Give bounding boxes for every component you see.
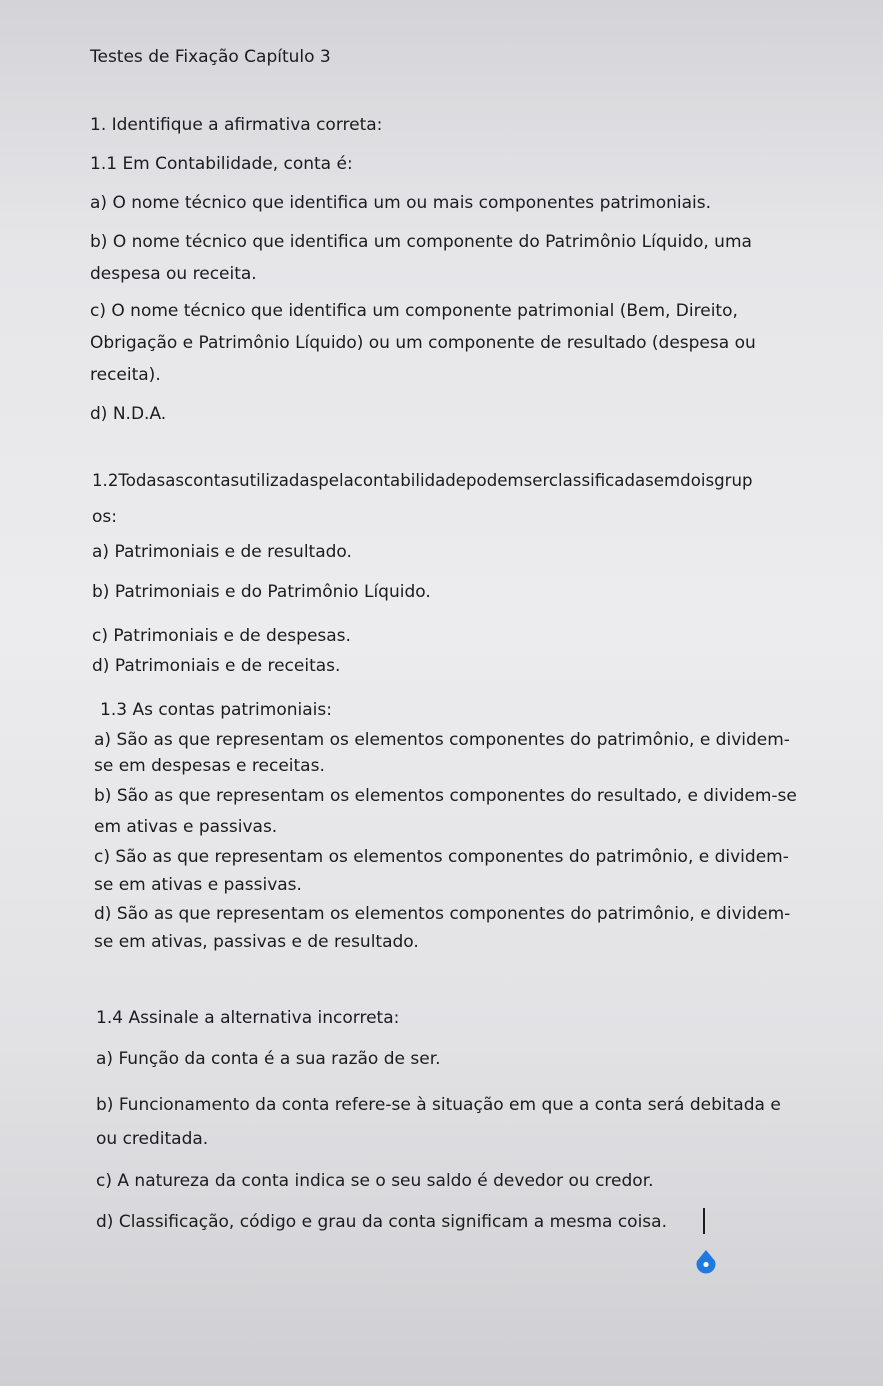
question-1-1-option-b-line2: despesa ou receita. — [90, 264, 257, 284]
question-1-1-option-d: d) N.D.A. — [90, 404, 167, 424]
question-1-4-option-a: a) Função da conta é a sua razão de ser. — [96, 1049, 441, 1069]
question-1-3-stem: 1.3 As contas patrimoniais: — [100, 700, 332, 720]
question-1-3-option-a-line2: se em despesas e receitas. — [94, 756, 325, 776]
question-1-2-option-d: d) Patrimoniais e de receitas. — [92, 656, 341, 676]
question-1-2-option-a: a) Patrimoniais e de resultado. — [92, 542, 352, 562]
question-1-4-option-c: c) A natureza da conta indica se o seu saldo é devedor ou credor. — [96, 1171, 654, 1191]
question-1-4-stem: 1.4 Assinale a alternativa incorreta: — [96, 1008, 400, 1028]
question-1-3-option-c-line1: c) São as que representam os elementos componentes do patrimônio, e dividem- — [94, 847, 789, 867]
question-1-4-option-b-line1: b) Funcionamento da conta refere-se à situação em que a conta será debitada e — [96, 1095, 781, 1115]
question-1-1-stem: 1.1 Em Contabilidade, conta é: — [90, 154, 353, 174]
question-1-1-option-b-line1: b) O nome técnico que identifica um componente do Patrimônio Líquido, uma — [90, 232, 752, 252]
question-1-2-option-c: c) Patrimoniais e de despesas. — [92, 626, 351, 646]
question-1-3-option-c-line2: se em ativas e passivas. — [94, 875, 302, 895]
question-1-1-option-c-line1: c) O nome técnico que identifica um componente patrimonial (Bem, Direito, — [90, 301, 738, 321]
question-1-1-option-a: a) O nome técnico que identifica um ou mais componentes patrimoniais. — [90, 193, 712, 213]
question-1-2-stem-line1: 1.2Todasascontasutilizadaspelacontabilidadepodemserclassificadasemdoisgrup — [92, 471, 753, 490]
question-1-4-option-b-line2: ou creditada. — [96, 1129, 209, 1149]
question-1-3-option-d-line2: se em ativas, passivas e de resultado. — [94, 932, 419, 952]
cursor-handle-icon[interactable] — [696, 1250, 716, 1274]
question-1-2-option-b: b) Patrimoniais e do Patrimônio Líquido. — [92, 582, 431, 602]
question-1-4-option-d: d) Classificação, código e grau da conta significam a mesma coisa. — [96, 1212, 667, 1232]
document-title: Testes de Fixação Capítulo 3 — [90, 47, 331, 67]
section-heading: 1. Identifique a afirmativa correta: — [90, 115, 383, 135]
question-1-3-option-a-line1: a) São as que representam os elementos componentes do patrimônio, e dividem- — [94, 730, 790, 750]
question-1-1-option-c-line3: receita). — [90, 365, 161, 385]
question-1-3-option-b-line1: b) São as que representam os elementos componentes do resultado, e dividem-se — [94, 786, 797, 806]
question-1-1-option-c-line2: Obrigação e Patrimônio Líquido) ou um componente de resultado (despesa ou — [90, 333, 756, 353]
question-1-2-stem-line2: os: — [92, 507, 117, 527]
question-1-3-option-d-line1: d) São as que representam os elementos componentes do patrimônio, e dividem- — [94, 904, 791, 924]
text-cursor-caret — [703, 1208, 705, 1234]
question-1-3-option-b-line2: em ativas e passivas. — [94, 817, 278, 837]
